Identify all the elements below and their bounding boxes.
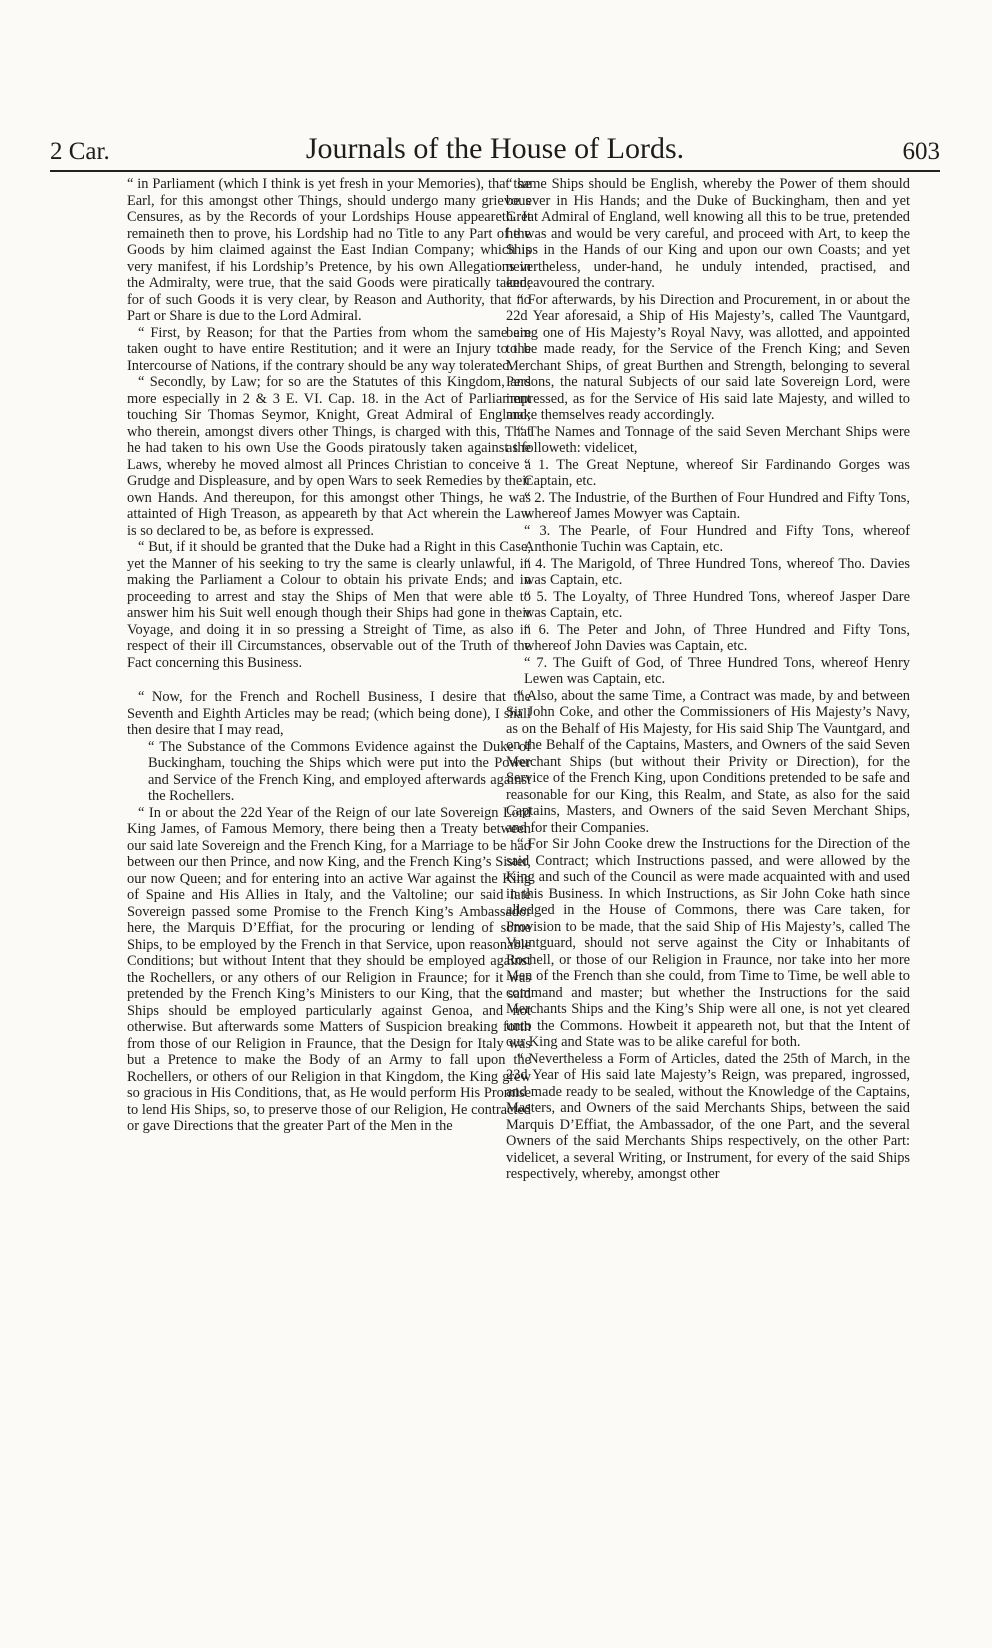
- right-column: [506, 176, 910, 1183]
- paragraph: “ The Substance of the Commons Evidence against the Duke of Buckingham, touching the Ships which were put into the Power and Service of the French King, and employed afterwards against the Rochellers.: [148, 738, 531, 804]
- paragraph: “ 7. The Guift of God, of Three Hundred Tons, whereof Henry Lewen was Captain, etc.: [524, 654, 910, 687]
- page-number: 603: [902, 138, 940, 165]
- page-header: [50, 132, 940, 168]
- running-head-left: 2 Car.: [50, 138, 110, 165]
- paragraph: “ 5. The Loyalty, of Three Hundred Tons, whereof Jasper Dare was Captain, etc.: [524, 588, 910, 621]
- paragraph: “ 6. The Peter and John, of Three Hundred and Fifty Tons, whereof John Davies was Captain, etc.: [524, 621, 910, 654]
- header-rule: [50, 170, 940, 172]
- page-title: Journals of the House of Lords.: [305, 132, 685, 165]
- paragraph: “ 4. The Marigold, of Three Hundred Tons, whereof Tho. Davies was Captain, etc.: [524, 555, 910, 588]
- left-column: [127, 176, 531, 1135]
- paragraph: “ Also, about the same Time, a Contract was made, by and between Sir John Coke, and other the Commissioners of His Majesty’s Navy, as on the Behalf of His Majesty, for His said Ship The Vauntgard, and on the Behalf of the Captains, Masters, and Owners of the said Seven Merchant Ships (but without their Privity or Direction), for the Service of the French King, upon Conditions pretended to be safe and reasonable for our King, this Realm, and State, as also for the said Captains, Masters, and Owners of the said Seven Merchant Ships, and for their Companies.: [506, 687, 910, 836]
- paragraph: “ The Names and Tonnage of the said Seven Merchant Ships were as followeth: videlicet,: [506, 423, 910, 456]
- paragraph: “ First, by Reason; for that the Parties from whom the same are taken ought to have entire Restitution; and it were an Injury to the Intercourse of Nations, if the contrary should be any way tolerated.: [127, 324, 531, 374]
- paragraph: “ In or about the 22d Year of the Reign of our late Sovereign Lord King James, of Famous Memory, there being then a Treaty between our said late Sovereign and the French King, for a Marriage to be had between our then Prince, and now King, and the French King’s Sister, our now Queen; and for entering into an active War against the King of Spaine and His Allies in Italy, and the Valtoline; our said late Sovereign passed some Promise to the French King’s Ambassador here, the Marquis D’Effiat, for the procuring or lending of some Ships, to be employed by the French in that Service, upon reasonable Conditions; but without Intent that they should be employed against the Rochellers, or any others of our Religion in Fraunce; for it was pretended by the French King’s Ministers to our King, that the said Ships should be employed particularly against Genoa, and not otherwise. But afterwards some Matters of Suspicion breaking forth from those of our Religion in Fraunce, that the Design for Italy was but a Pretence to make the Body of an Army to fall upon the Rochellers, or others of our Religion in that Kingdom, the King grew so gracious in His Conditions, that, as He would perform His Promise to lend His Ships, so, to preserve those of our Religion, He contracted or gave Directions that the greater Part of the Men in the: [127, 804, 531, 1134]
- paragraph: “ in Parliament (which I think is yet fresh in your Memories), that the Earl, for this amongst other Things, should undergo many grievous Censures, as by the Records of your Lordships House appeareth. It remaineth then to prove, his Lordship had no Title to any Part of the Goods by him claimed against the East Indian Company; which is very manifest, if his Lordship’s Pretence, by his own Allegations in the Admiralty, were true, that the said Goods were piratically taken; for of such Goods it is very clear, by Reason and Authority, that no Part or Share is due to the Lord Admiral.: [127, 176, 531, 324]
- paragraph: “ Now, for the French and Rochell Business, I desire that the Seventh and Eighth Articles may be read; (which being done), I shall then desire that I may read,: [127, 689, 531, 738]
- paragraph: “ Nevertheless a Form of Articles, dated the 25th of March, in the 23d Year of His said late Majesty’s Reign, was prepared, ingrossed, and made ready to be sealed, without the Knowledge of the Captains, Masters, and Owners of the said Merchants Ships, between the said Marquis D’Effiat, the Ambassador, of the one Part, and the several Owners of the said Merchants Ships respectively, on the other Part: videlicet, a several Writing, or Instrument, for every of the said Ships respectively, whereby, amongst other: [506, 1050, 910, 1182]
- paragraph: “ For Sir John Cooke drew the Instructions for the Direction of the said Contract; which Instructions passed, and were allowed by the King and such of the Council as were made acquainted with and used in this Business. In which Instructions, as Sir John Coke hath since alledged in the House of Commons, there was Care taken, for Provision to be made, that the said Ship of His Majesty’s, called The Vauntguard, should not serve against the City or Inhabitants of Rochell, or those of our Religion in Fraunce, nor take into her more Men of the French than she could, from Time to Time, be well able to command and master; but whether the Instructions for the said Merchants Ships and the King’s Ship were all one, is not yet cleared unto the Commons. Howbeit it appeareth not, but that the Intent of our King and State was to be alike careful for both.: [506, 836, 910, 1050]
- paragraph: “ 1. The Great Neptune, whereof Sir Fardinando Gorges was Captain, etc.: [524, 456, 910, 489]
- paragraph: “ same Ships should be English, whereby the Power of them should be ever in His Hands; and the Duke of Buckingham, then and yet Great Admiral of England, well knowing all this to be true, pretended he was and would be very careful, and proceed with Art, to keep the Ships in the Hands of our King and upon our own Coasts; and yet nevertheless, under-hand, he unduly intended, practised, and endeavoured the contrary.: [506, 176, 910, 291]
- paragraph: “ But, if it should be granted that the Duke had a Right in this Case, yet the Manner of his seeking to try the same is clearly unlawful, in making the Parliament a Colour to obtain his private Ends; and in proceeding to arrest and stay the Ships of Men that were able to answer him his Suit well enough though their Ships had gone in their Voyage, and doing it in so pressing a Streight of Time, as also in respect of their ill Circumstances, observable out of the Truth of the Fact concerning this Business.: [127, 539, 531, 671]
- paragraph: “ 2. The Industrie, of the Burthen of Four Hundred and Fifty Tons, whereof James Mowyer was Captain.: [524, 489, 910, 522]
- paragraph: “ 3. The Pearle, of Four Hundred and Fifty Tons, whereof Anthonie Tuchin was Captain, etc.: [524, 522, 910, 555]
- paragraph: “ For afterwards, by his Direction and Procurement, in or about the 22d Year aforesaid, a Ship of His Majesty’s, called The Vauntgard, being one of His Majesty’s Royal Navy, was allotted, and appointed to be made ready, for the Service of the French King; and Seven Merchant Ships, of great Burthen and Strength, belonging to several Persons, the natural Subjects of our said late Sovereign Lord, were impressed, as for the Service of His said late Majesty, and willed to make themselves ready accordingly.: [506, 291, 910, 423]
- paragraph: “ Secondly, by Law; for so are the Statutes of this Kingdom, and more especially in 2 & 3 E. VI. Cap. 18. in the Act of Parliament touching Sir Thomas Seymor, Knight, Great Admiral of England; who therein, amongst divers other Things, is charged with this, That he had taken to his own Use the Goods piratously taken against the Laws, whereby he moved almost all Princes Christian to conceive a Grudge and Displeasure, and by open Wars to seek Remedies by their own Hands. And thereupon, for this amongst other Things, he was attainted of High Treason, as appeareth by that Act wherein the Law is so declared to be, as before is expressed.: [127, 374, 531, 539]
